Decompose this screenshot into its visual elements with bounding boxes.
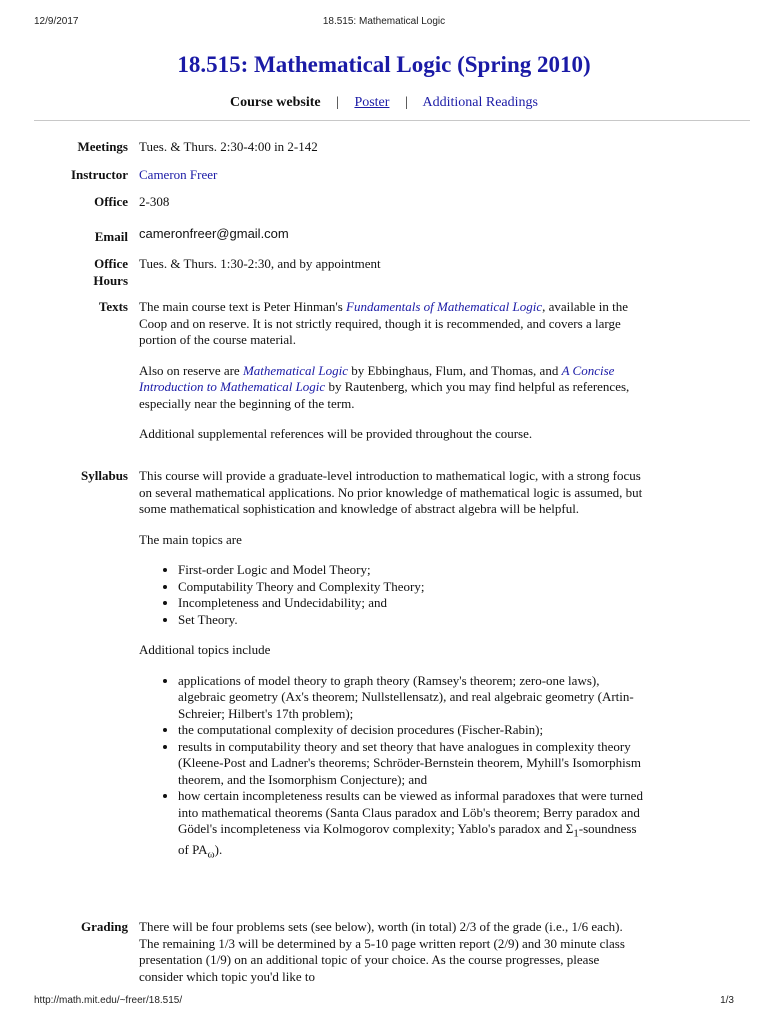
email-row xyxy=(0,226,768,256)
grading-row xyxy=(0,919,768,985)
hinman-book-link[interactable]: Fundamentals of Mathematical Logic xyxy=(346,299,543,314)
nav-additional-readings-link[interactable]: Additional Readings xyxy=(422,95,538,110)
meetings-label: Meetings xyxy=(77,139,128,154)
office-hours-value: Tues. & Thurs. 1:30-2:30, and by appointment xyxy=(139,256,381,271)
main-topics-heading: The main topics are xyxy=(139,531,242,547)
texts-paragraph-supplemental: Additional supplemental references will be provided throughout the course. xyxy=(139,426,533,441)
office-hours-label-line2: Hours xyxy=(93,272,128,288)
list-item: • applications of model theory to graph theory (Ramsey's theorem; zero-one laws), algebraic geometry (Ax's theorem; Nullstellensatz), and real algebraic geometry (Artin-Schreier; Hilbert's 17th problem); xyxy=(178,673,644,723)
list-item: • Set Theory. xyxy=(178,612,644,629)
office-row xyxy=(0,194,768,226)
list-item: • First-order Logic and Model Theory; xyxy=(178,562,644,579)
course-info xyxy=(0,139,768,985)
syllabus-intro: This course will provide a graduate-level introduction to mathematical logic, with a strong focus on several mathematical applications. No prior knowledge of mathematical logic is assumed, but some mathematical sophistication and knowledge of abstract algebra will be helpful. xyxy=(139,468,643,516)
nav-course-website: Course website xyxy=(230,95,321,110)
nav-poster-link[interactable]: Poster xyxy=(354,95,390,110)
ebbinghaus-book-link[interactable]: Mathematical Logic xyxy=(242,362,349,378)
texts-label: Texts xyxy=(98,299,128,314)
syllabus-label: Syllabus xyxy=(81,468,128,483)
instructor-link[interactable]: Cameron Freer xyxy=(139,167,218,182)
print-url: http://math.mit.edu/~freer/18.515/ xyxy=(34,995,183,1006)
nav-separator: | xyxy=(404,95,408,110)
print-header xyxy=(0,16,768,30)
email-value: cameronfreer@gmail.com xyxy=(139,226,289,241)
office-label: Office xyxy=(94,194,128,209)
texts-paragraph-reserve: Also on reserve are Mathematical Logic by Ebbinghaus, Flum, and Thomas, and A Concise Introduction to Mathematical Logic by Rautenberg, which you may find helpful as references, especially near the beginning of the term. xyxy=(139,362,630,411)
syllabus-row xyxy=(0,468,768,919)
nav-separator: | xyxy=(336,95,339,110)
list-item: • the computational complexity of decision procedures (Fischer-Rabin); xyxy=(178,722,644,739)
additional-topics-list xyxy=(139,673,644,864)
main-topics-list xyxy=(139,562,644,628)
instructor-row xyxy=(0,167,768,194)
print-page-title: 18.515: Mathematical Logic xyxy=(322,16,446,27)
office-value: 2-308 xyxy=(139,194,170,209)
header-divider xyxy=(34,120,750,121)
list-item: • results in computability theory and set theory that have analogues in complexity theory (Kleene-Post and Ladner's theorems; Schröder-Bernstein theorem, Myhill's Isomorphism theorem, and the Isomorphism Conjecture); and xyxy=(178,739,644,789)
additional-topics-heading: Additional topics include xyxy=(139,642,271,657)
rautenberg-book-link[interactable]: A Concise Introduction to Mathematical Logic xyxy=(139,362,615,394)
meetings-value: Tues. & Thurs. 2:30-4:00 in 2-142 xyxy=(139,139,318,154)
print-footer xyxy=(0,995,768,1009)
print-date: 12/9/2017 xyxy=(34,16,79,27)
grading-text: There will be four problems sets (see below), worth (in total) 2/3 of the grade (i.e., 1/6 each). The remaining 1/3 will be determined by a 5-10 page written report (2/9) and 30 minute class presentation (1/9) on an additional topic of your choice. As the course progresses, please consider which topic you'd like to xyxy=(139,919,625,984)
email-label: Email xyxy=(94,229,128,244)
meetings-row xyxy=(0,139,768,167)
office-hours-label-line1: Office xyxy=(94,256,128,271)
texts-paragraph-main: The main course text is Peter Hinman's Fundamentals of Mathematical Logic, available in the Coop and on reserve. It is not strictly required, though it is recommended, and covers a large portion of the course material. xyxy=(139,299,629,347)
list-item: • how certain incompleteness results can be viewed as informal paradoxes that were turned into mathematical theorems (Santa Claus paradox and Löb's theorem; Berry paradox and Gödel's incompleteness via Kolmogorov complexity; Yablo's paradox and $\Sigma_1$-soundness of $PA_\omega$). xyxy=(178,788,644,863)
page-title: 18.515: Mathematical Logic (Spring 2010) xyxy=(177,52,591,77)
list-item: • Computability Theory and Complexity Theory; xyxy=(178,579,644,596)
instructor-label: Instructor xyxy=(70,167,128,182)
print-page-number: 1/3 xyxy=(720,995,734,1006)
texts-row xyxy=(0,299,768,468)
office-hours-label xyxy=(40,256,128,289)
list-item: • Incompleteness and Undecidability; and xyxy=(178,595,644,612)
course-nav xyxy=(0,95,768,111)
grading-label: Grading xyxy=(81,919,128,934)
office-hours-row xyxy=(0,256,768,299)
